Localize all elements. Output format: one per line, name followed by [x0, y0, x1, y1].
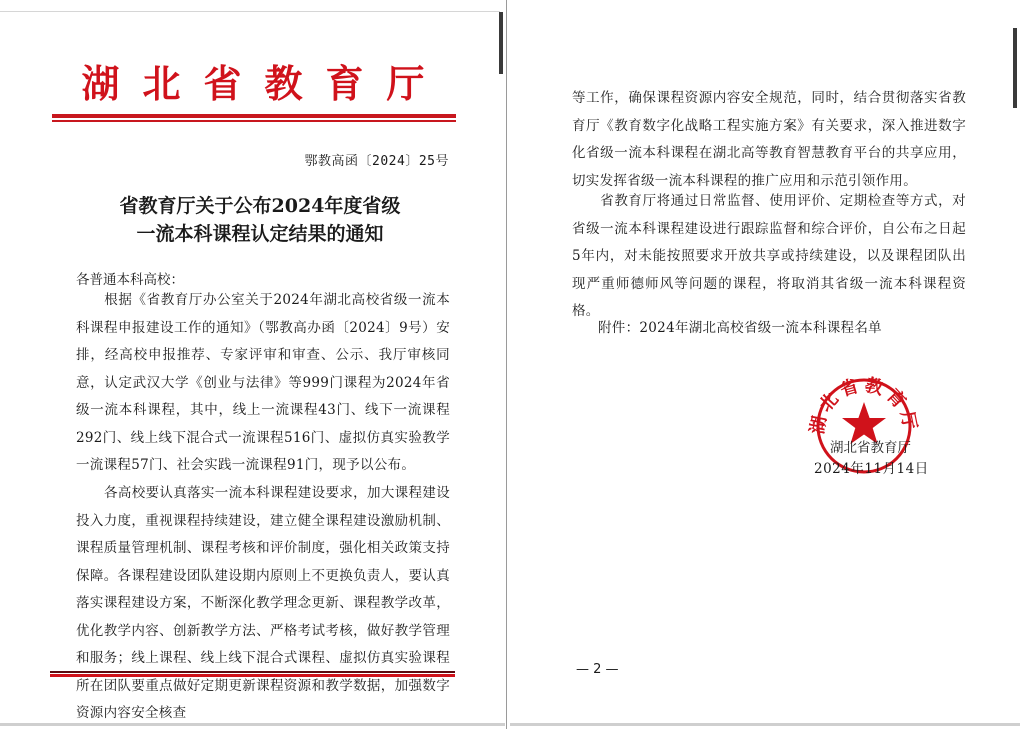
- masthead-red-rule-thin: [52, 120, 456, 122]
- masthead-red-rule: [52, 114, 456, 118]
- document-page-2: [508, 0, 1020, 722]
- document-title: [60, 192, 460, 248]
- body-paragraph-1: [76, 287, 450, 480]
- signature-organization: 湖北省教育厅: [830, 440, 911, 456]
- attachment-note: 附件：2024年湖北高校省级一流本科课程名单: [598, 320, 882, 336]
- footer-red-rule: [50, 674, 455, 677]
- body-paragraph-4: [572, 188, 966, 326]
- body-paragraph-3: [572, 85, 966, 195]
- document-page-1: [0, 0, 505, 722]
- body-paragraph-3-text: 等工作，确保课程资源内容安全规范，同时，结合贯彻落实省教育厅《教育数字化战略工程实施方案》有关要求，深入推进数字化省级一流本科课程在湖北高等教育智慧教育平台的共享应用，切实发挥省级一流本科课程的推广应用和示范引领作用。: [572, 90, 966, 189]
- document-title-line-1: 省教育厅关于公布2024年度省级: [119, 195, 401, 217]
- body-paragraph-2-text: 各高校要认真落实一流本科课程建设要求，加大课程建设投入力度，重视课程持续建设，建立健全课程建设激励机制、课程质量管理机制、课程考核和评价制度，强化相关政策支持保障。各课程建设团队建设期内原则上不更换负责人，要认真落实课程建设方案，不断深化教学理念更新、课程教学改革，优化教学内容、创新教学方法、严格考试考核，做好教学管理和服务；线上课程、线上线下混合式课程、虚拟仿真实验课程所在团队要重点做好定期更新课程资源和教学数据，加强数字资源内容安全核查: [76, 485, 450, 721]
- body-paragraph-1-text: 根据《省教育厅办公室关于2024年湖北高校省级一流本科课程申报建设工作的通知》（鄂教高办函〔2024〕9号）安排，经高校申报推荐、专家评审和审查、公示、我厅审核同意，认定武汉大学《创业与法律》等999门课程为2024年省级一流本科课程，其中，线上一流课程43门、线下一流课程292门、线上线下混合式一流课程516门、虚拟仿真实验教学一流课程57门、社会实践一流课程91门，现予以公布。: [76, 292, 450, 473]
- salutation: 各普通本科高校：: [76, 272, 184, 288]
- document-title-line-2: 一流本科课程认定结果的通知: [136, 223, 384, 245]
- seal-text: 湖北省教育厅: [806, 374, 922, 436]
- footer-dark-rule: [50, 671, 455, 673]
- body-paragraph-4-text: 省教育厅将通过日常监督、使用评价、定期检查等方式，对省级一流本科课程建设进行跟踪监督和综合评价，自公布之日起5年内，对未能按照要求开放共享或持续建设，以及课程团队出现严重师德师风等问题的课程，将取消其省级一流本科课程资格。: [572, 193, 966, 319]
- page-divider: [506, 0, 507, 729]
- document-number: 鄂教高函〔2024〕25号: [304, 154, 449, 169]
- page-number: — 2 —: [576, 662, 619, 677]
- right-page-bottom-edge: [510, 723, 1020, 726]
- body-paragraph-2: [76, 480, 450, 728]
- masthead-title: 湖北省教育厅: [81, 61, 448, 106]
- signature-date: 2024年11月14日: [814, 461, 929, 477]
